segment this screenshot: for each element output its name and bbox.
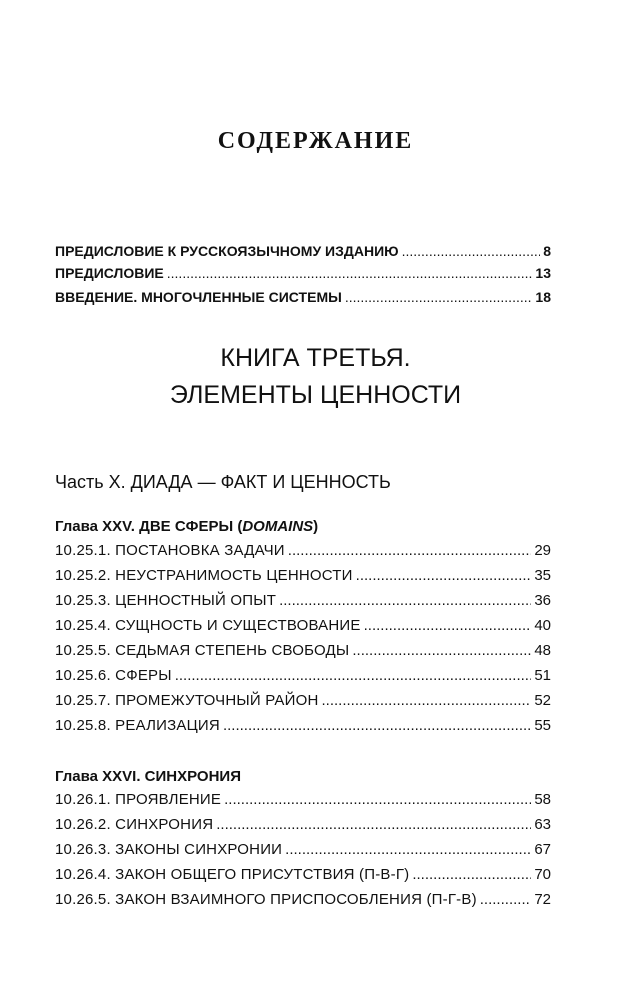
toc-entry-page: 58 bbox=[534, 791, 551, 808]
toc-entry-title: 10.25.8. РЕАЛИЗАЦИЯ bbox=[55, 717, 220, 734]
toc-entry-title: ПРЕДИСЛОВИЕ К РУССКОЯЗЫЧНОМУ ИЗДАНИЮ bbox=[55, 243, 399, 259]
chapter-title-prefix: Глава XXV. ДВЕ СФЕРЫ ( bbox=[55, 518, 243, 535]
toc-entry[interactable] bbox=[55, 866, 551, 883]
toc-entry-title: 10.26.2. СИНХРОНИЯ bbox=[55, 816, 214, 833]
toc-entry-page: 70 bbox=[534, 866, 551, 883]
toc-entry[interactable] bbox=[55, 667, 551, 684]
dot-leader bbox=[167, 265, 533, 281]
dot-leader bbox=[345, 289, 533, 305]
toc-entry-title: 10.25.5. СЕДЬМАЯ СТЕПЕНЬ СВОБОДЫ bbox=[55, 642, 350, 659]
toc-entry-title: 10.25.4. СУЩНОСТЬ И СУЩЕСТВОВАНИЕ bbox=[55, 617, 361, 634]
page-title: СОДЕРЖАНИЕ bbox=[217, 128, 414, 154]
chapter-title-suffix: ) bbox=[313, 518, 319, 535]
toc-entry-page: 29 bbox=[534, 542, 551, 559]
chapter-title-25 bbox=[55, 518, 318, 535]
dot-leader bbox=[412, 866, 531, 883]
book-title-line-1: КНИГА ТРЕТЬЯ. bbox=[220, 344, 411, 372]
toc-entry-title: 10.26.3. ЗАКОНЫ СИНХРОНИИ bbox=[55, 841, 283, 858]
toc-entry[interactable] bbox=[55, 542, 551, 559]
toc-entry-page: 72 bbox=[534, 891, 551, 908]
toc-entry-page: 35 bbox=[534, 567, 551, 584]
toc-entry-title: 10.25.1. ПОСТАНОВКА ЗАДАЧИ bbox=[55, 542, 285, 559]
toc-entry-title: ПРЕДИСЛОВИЕ bbox=[55, 265, 164, 281]
toc-entry-page: 18 bbox=[535, 289, 551, 305]
dot-leader bbox=[288, 542, 532, 559]
part-title: Часть X. ДИАДА — ФАКТ И ЦЕННОСТЬ bbox=[55, 472, 391, 492]
toc-entry[interactable] bbox=[55, 841, 551, 858]
toc-entry-title: 10.26.1. ПРОЯВЛЕНИЕ bbox=[55, 791, 222, 808]
dot-leader bbox=[480, 891, 532, 908]
toc-entry-page: 67 bbox=[534, 841, 551, 858]
toc-entry-front-1[interactable] bbox=[55, 243, 551, 259]
book-title-line-2: ЭЛЕМЕНТЫ ЦЕННОСТИ bbox=[169, 381, 462, 409]
toc-entry-title: 10.26.4. ЗАКОН ОБЩЕГО ПРИСУТСТВИЯ (П-В-Г) bbox=[55, 866, 410, 883]
chapter-title-prefix: Глава XXVI. СИНХРОНИЯ bbox=[55, 768, 241, 785]
toc-entry-page: 55 bbox=[534, 717, 551, 734]
dot-leader bbox=[223, 717, 531, 734]
toc-entry-title: 10.25.2. НЕУСТРАНИМОСТЬ ЦЕННОСТИ bbox=[55, 567, 353, 584]
toc-entry[interactable] bbox=[55, 791, 551, 808]
toc-entry-title: 10.25.6. СФЕРЫ bbox=[55, 667, 172, 684]
toc-entry[interactable] bbox=[55, 617, 551, 634]
toc-entry-page: 8 bbox=[543, 243, 551, 259]
toc-entry[interactable] bbox=[55, 642, 551, 659]
toc-entry-title: 10.25.3. ЦЕННОСТНЫЙ ОПЫТ bbox=[55, 592, 277, 609]
toc-entry-page: 40 bbox=[534, 617, 551, 634]
dot-leader bbox=[322, 692, 532, 709]
toc-entry[interactable] bbox=[55, 567, 551, 584]
toc-entry-page: 36 bbox=[534, 592, 551, 609]
toc-entry-page: 51 bbox=[534, 667, 551, 684]
toc-entry[interactable] bbox=[55, 816, 551, 833]
toc-entry-title: ВВЕДЕНИЕ. МНОГОЧЛЕННЫЕ СИСТЕМЫ bbox=[55, 289, 342, 305]
toc-entry-page: 52 bbox=[534, 692, 551, 709]
dot-leader bbox=[279, 592, 531, 609]
dot-leader bbox=[224, 791, 531, 808]
toc-entry[interactable] bbox=[55, 692, 551, 709]
toc-entry[interactable] bbox=[55, 717, 551, 734]
dot-leader bbox=[356, 567, 532, 584]
dot-leader bbox=[216, 816, 531, 833]
toc-entry-front-2[interactable] bbox=[55, 265, 551, 281]
toc-entry[interactable] bbox=[55, 592, 551, 609]
toc-entry-title: 10.25.7. ПРОМЕЖУТОЧНЫЙ РАЙОН bbox=[55, 692, 319, 709]
dot-leader bbox=[364, 617, 532, 634]
toc-entry-title: 10.26.5. ЗАКОН ВЗАИМНОГО ПРИСПОСОБЛЕНИЯ (П-Г-В) bbox=[55, 891, 477, 908]
toc-entry[interactable] bbox=[55, 891, 551, 908]
dot-leader bbox=[285, 841, 531, 858]
toc-entry-page: 63 bbox=[534, 816, 551, 833]
dot-leader bbox=[175, 667, 532, 684]
toc-entry-page: 13 bbox=[535, 265, 551, 281]
dot-leader bbox=[402, 243, 541, 259]
chapter-title-italic: DOMAINS bbox=[242, 518, 314, 535]
toc-entry-front-3[interactable] bbox=[55, 289, 551, 305]
dot-leader bbox=[352, 642, 531, 659]
toc-entry-page: 48 bbox=[534, 642, 551, 659]
chapter-title-26 bbox=[55, 768, 241, 785]
